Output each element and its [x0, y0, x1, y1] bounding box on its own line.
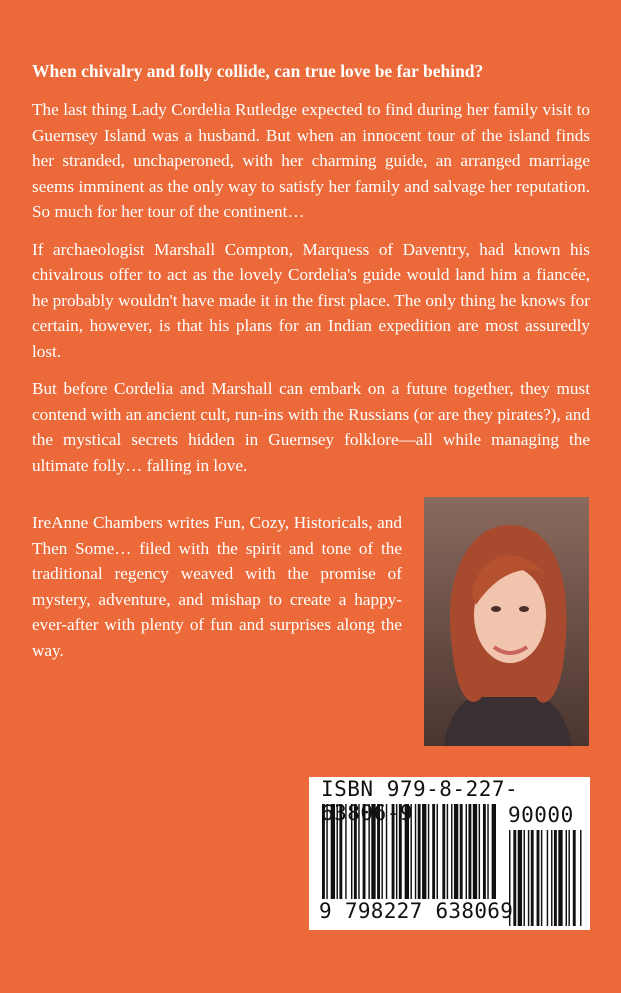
author-photo [424, 497, 589, 746]
author-bio: IreAnne Chambers writes Fun, Cozy, Historicals, and Then Some… filed with the spirit and tone of the traditional regency weaved with the promise of mystery, adventure, and mishap to create a happy-ever-after with plenty of fun and surprises along the way. [32, 513, 402, 660]
blurb-paragraph-2: If archaeologist Marshall Compton, Marquess of Daventry, had known his chivalrous offer to act as the lovely Cordelia's guide would land him a fiancée, he probably wouldn't have made it in the first place. The only thing he knows for certain, however, is that his plans for an Indian expedition are most assuredly lost. [32, 239, 590, 361]
cover-blurb [32, 58, 590, 490]
barcode-addon-bar [531, 830, 534, 926]
barcode-addon-bar [518, 830, 522, 926]
barcode-addon-bar [537, 830, 540, 926]
barcode-addon-bar [541, 830, 542, 926]
barcode-addon-bar [551, 830, 552, 926]
barcode-addon-bar [528, 830, 529, 926]
barcode-digits: 9 798227 638069 [319, 899, 514, 923]
barcode-addon-bar [547, 830, 548, 926]
barcode-addon-bar [568, 830, 569, 926]
barcode-addon: 90000 [508, 803, 574, 827]
isbn-barcode [309, 777, 590, 930]
barcode-addon-bar [573, 830, 576, 926]
barcode-addon-bar [524, 830, 525, 926]
barcode-addon-bar [566, 830, 567, 926]
isbn-label: ISBN 979-8-227-63806-9 [321, 777, 519, 825]
barcode-addon-bar [554, 830, 557, 926]
barcode-addon-bar [558, 830, 562, 926]
blurb-paragraph-3: But before Cordelia and Marshall can embark on a future together, they must contend with an ancient cult, run-ins with the Russians (or are they pirates?), and the mystical secrets hidden in Guernsey folklore—all while managing the ultimate folly… falling in love. [32, 379, 590, 475]
barcode-addon-bar [580, 830, 581, 926]
barcode-addon-bar [513, 830, 516, 926]
blurb-paragraph-1: The last thing Lady Cordelia Rutledge expected to find during her family visit to Guernsey Island was a husband. But when an innocent tour of the island finds her stranded, unchaperoned, with her charming guide, an arranged marriage seems imminent as the only way to satisfy her family and salvage her reputation. So much for her tour of the continent… [32, 100, 590, 221]
tagline: When chivalry and folly collide, can true love be far behind? [32, 61, 484, 81]
